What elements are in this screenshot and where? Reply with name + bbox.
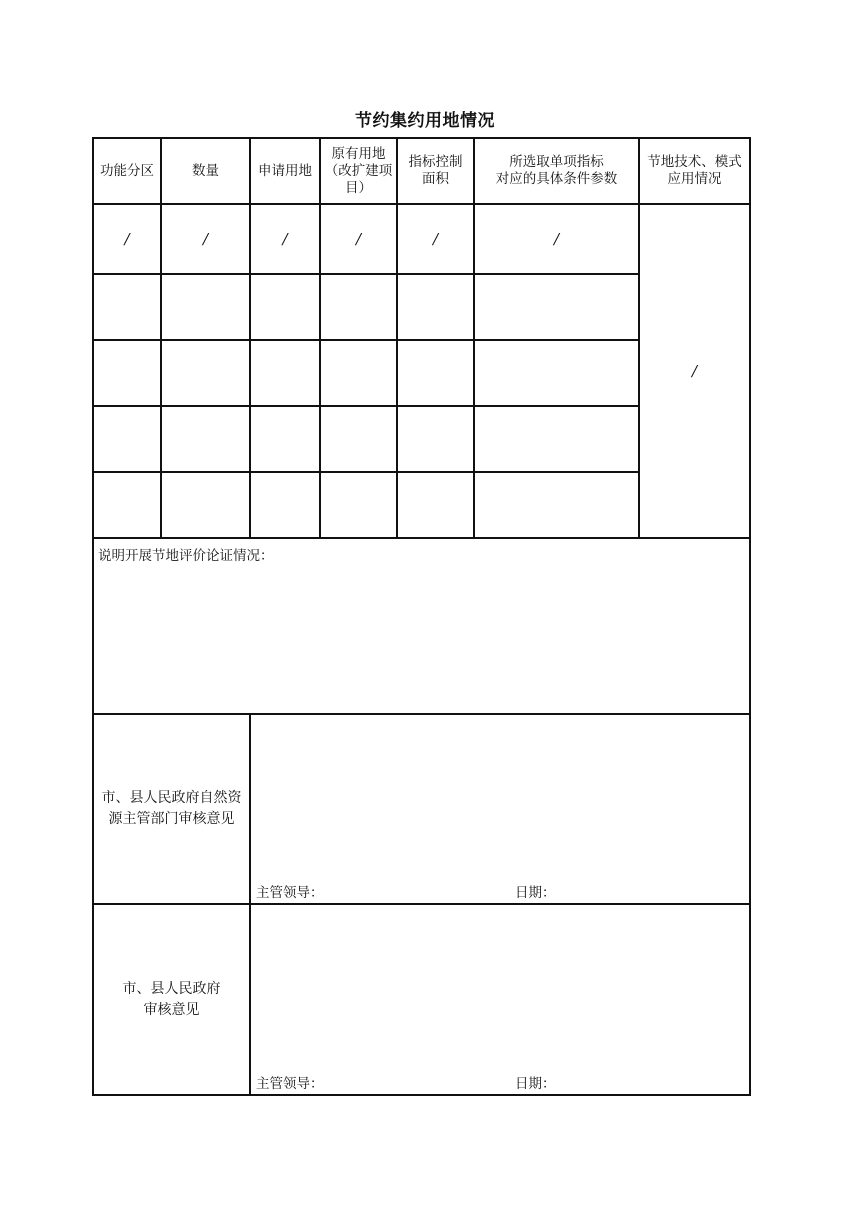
review-opinion-natural-resources[interactable] — [250, 714, 750, 904]
header-quantity: 数量 — [161, 138, 250, 204]
header-applied-land: 申请用地 — [250, 138, 320, 204]
header-index-control-area — [397, 138, 474, 204]
slash-mark: / — [691, 362, 698, 380]
cell-condition-parameters[interactable] — [474, 340, 639, 406]
cell-original-land[interactable] — [320, 406, 397, 472]
description-label: 说明开展节地评价论证情况： — [98, 548, 274, 564]
review-label-government — [93, 904, 250, 1095]
cell-condition-parameters[interactable] — [474, 274, 639, 340]
slash-mark: / — [202, 230, 209, 248]
cell-applied-land[interactable] — [250, 274, 320, 340]
cell-index-control-area[interactable] — [397, 406, 474, 472]
slash-mark: / — [282, 230, 288, 248]
header-original-land-line3: 目） — [345, 179, 372, 196]
header-index-control-line2: 面积 — [422, 171, 449, 187]
header-condition-line2: 对应的具体条件参数 — [495, 171, 618, 187]
cell-condition-parameters[interactable] — [474, 472, 639, 538]
cell-applied-land[interactable] — [250, 340, 320, 406]
cell-functional-zone[interactable] — [93, 340, 161, 406]
cell-quantity[interactable] — [161, 274, 250, 340]
cell-original-land[interactable] — [320, 340, 397, 406]
cell-functional-zone[interactable] — [93, 472, 161, 538]
header-condition-parameters — [474, 138, 639, 204]
header-original-land-line2: （改扩建项 — [324, 162, 393, 179]
review-row-government — [93, 904, 750, 1095]
cell-functional-zone[interactable] — [93, 406, 161, 472]
review-row-natural-resources — [93, 714, 750, 904]
signer-label: 主管领导： — [256, 885, 324, 901]
slash-mark: / — [553, 230, 560, 248]
cell-index-control-area[interactable] — [397, 274, 474, 340]
page-title: 节约集约用地情况 — [355, 111, 495, 131]
cell-applied-land[interactable] — [250, 204, 320, 274]
review-label-natural-resources — [93, 714, 250, 904]
header-functional-zone: 功能分区 — [93, 138, 161, 204]
description-row — [93, 538, 750, 714]
header-land-saving-tech — [639, 138, 750, 204]
header-condition-line1: 所选取单项指标 — [509, 154, 604, 170]
cell-original-land[interactable] — [320, 204, 397, 274]
cell-functional-zone[interactable] — [93, 204, 161, 274]
cell-condition-parameters[interactable] — [474, 406, 639, 472]
review-label-line2: 审核意见 — [143, 1001, 200, 1018]
review-label-line1: 市、县人民政府 — [122, 980, 221, 997]
table-row — [93, 204, 750, 274]
header-tech-line2: 应用情况 — [667, 171, 722, 187]
header-index-control-line1: 指标控制 — [408, 154, 463, 170]
cell-original-land[interactable] — [320, 274, 397, 340]
header-original-land-line1: 原有用地 — [331, 145, 386, 162]
slash-mark: / — [124, 230, 130, 248]
cell-applied-land[interactable] — [250, 406, 320, 472]
review-label-line1: 市、县人民政府自然资 — [101, 790, 242, 806]
review-label-line2: 源主管部门审核意见 — [108, 811, 235, 827]
header-original-land — [320, 138, 397, 204]
cell-quantity[interactable] — [161, 204, 250, 274]
cell-applied-land[interactable] — [250, 472, 320, 538]
header-tech-line1: 节地技术、模式 — [647, 154, 742, 170]
cell-quantity[interactable] — [161, 472, 250, 538]
cell-index-control-area[interactable] — [397, 340, 474, 406]
cell-condition-parameters[interactable] — [474, 204, 639, 274]
description-cell[interactable] — [93, 538, 750, 714]
cell-functional-zone[interactable] — [93, 274, 161, 340]
slash-mark: / — [432, 230, 439, 248]
cell-land-saving-tech[interactable] — [639, 204, 750, 538]
cell-index-control-area[interactable] — [397, 472, 474, 538]
table-header-row — [93, 138, 750, 204]
cell-original-land[interactable] — [320, 472, 397, 538]
date-label: 日期： — [515, 1076, 556, 1092]
review-opinion-government[interactable] — [250, 904, 750, 1095]
cell-index-control-area[interactable] — [397, 204, 474, 274]
land-use-table — [92, 137, 751, 1096]
cell-quantity[interactable] — [161, 340, 250, 406]
date-label: 日期： — [515, 885, 556, 901]
signer-label: 主管领导： — [256, 1076, 324, 1092]
slash-mark: / — [355, 230, 362, 248]
cell-quantity[interactable] — [161, 406, 250, 472]
